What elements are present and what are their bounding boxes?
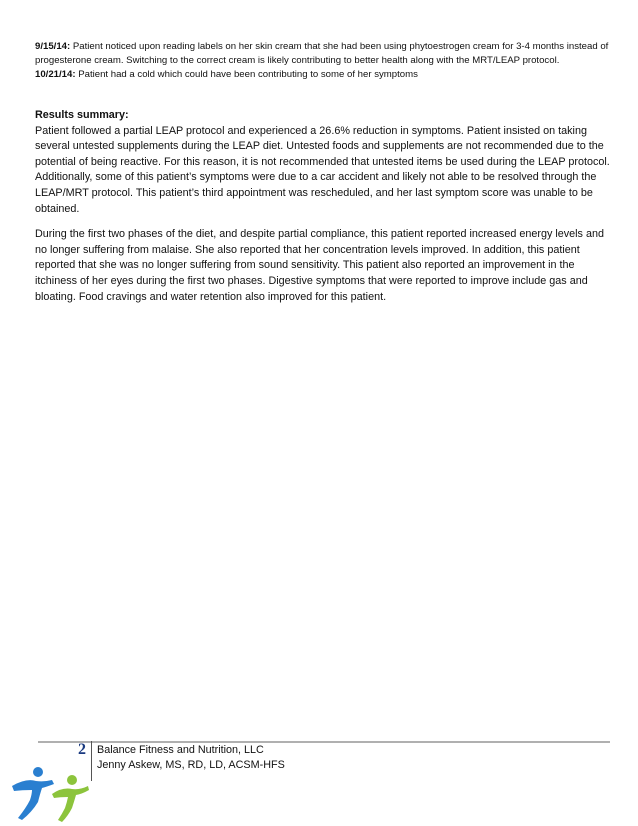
page-number: 2 [78,741,86,758]
results-paragraph: During the first two phases of the diet, and despite partial compliance, this patient reported increased energy levels and no longer suffering from malaise. She also reported that her concentration levels improved. In addition, this patient reported that she was no longer suffering from sound sensitivity. This patient also reported an improvement in the itchiness of her eyes during the first two phases. Digestive symptoms that were reported to improve include gas and bloating. Food cravings and water retention also improved for this patient. [35,228,604,303]
progress-notes [35,40,610,82]
footer-text [97,743,285,773]
note-text: Patient noticed upon reading labels on her skin cream that she had been using phytoestrogen cream for 3-4 months instead of progesterone cream. Switching to the correct cream is likely contributing to better health along with the MRT/LEAP protocol. [35,41,609,66]
footer-company: Balance Fitness and Nutrition, LLC [97,744,264,756]
footer-divider [91,741,92,781]
results-paragraph: Patient followed a partial LEAP protocol and experienced a 26.6% reduction in symptoms. Patient insisted on taking several untested supplements during the LEAP diet. Untested foods and supplements are not recommended due to the potential of being reactive. For this reason, it is not recommended that untested items be used during the LEAP protocol. Additionally, some of this patient’s symptoms were due to a car accident and likely not able to be resolved through the LEAP/MRT protocol. This patient’s third appointment was rescheduled, and her last symptom score was unable to be obtained. [35,124,610,215]
two-figures-logo-icon [8,764,90,824]
note-entry [35,68,610,82]
footer-author: Jenny Askew, MS, RD, LD, ACSM-HFS [97,759,285,771]
note-text: Patient had a cold which could have been contributing to some of her symptoms [75,69,418,80]
note-date: 9/15/14: [35,41,71,52]
results-heading: Results summary: [35,109,129,121]
results-section [35,108,610,305]
note-date: 10/21/14: [35,69,76,80]
note-entry [35,40,610,68]
